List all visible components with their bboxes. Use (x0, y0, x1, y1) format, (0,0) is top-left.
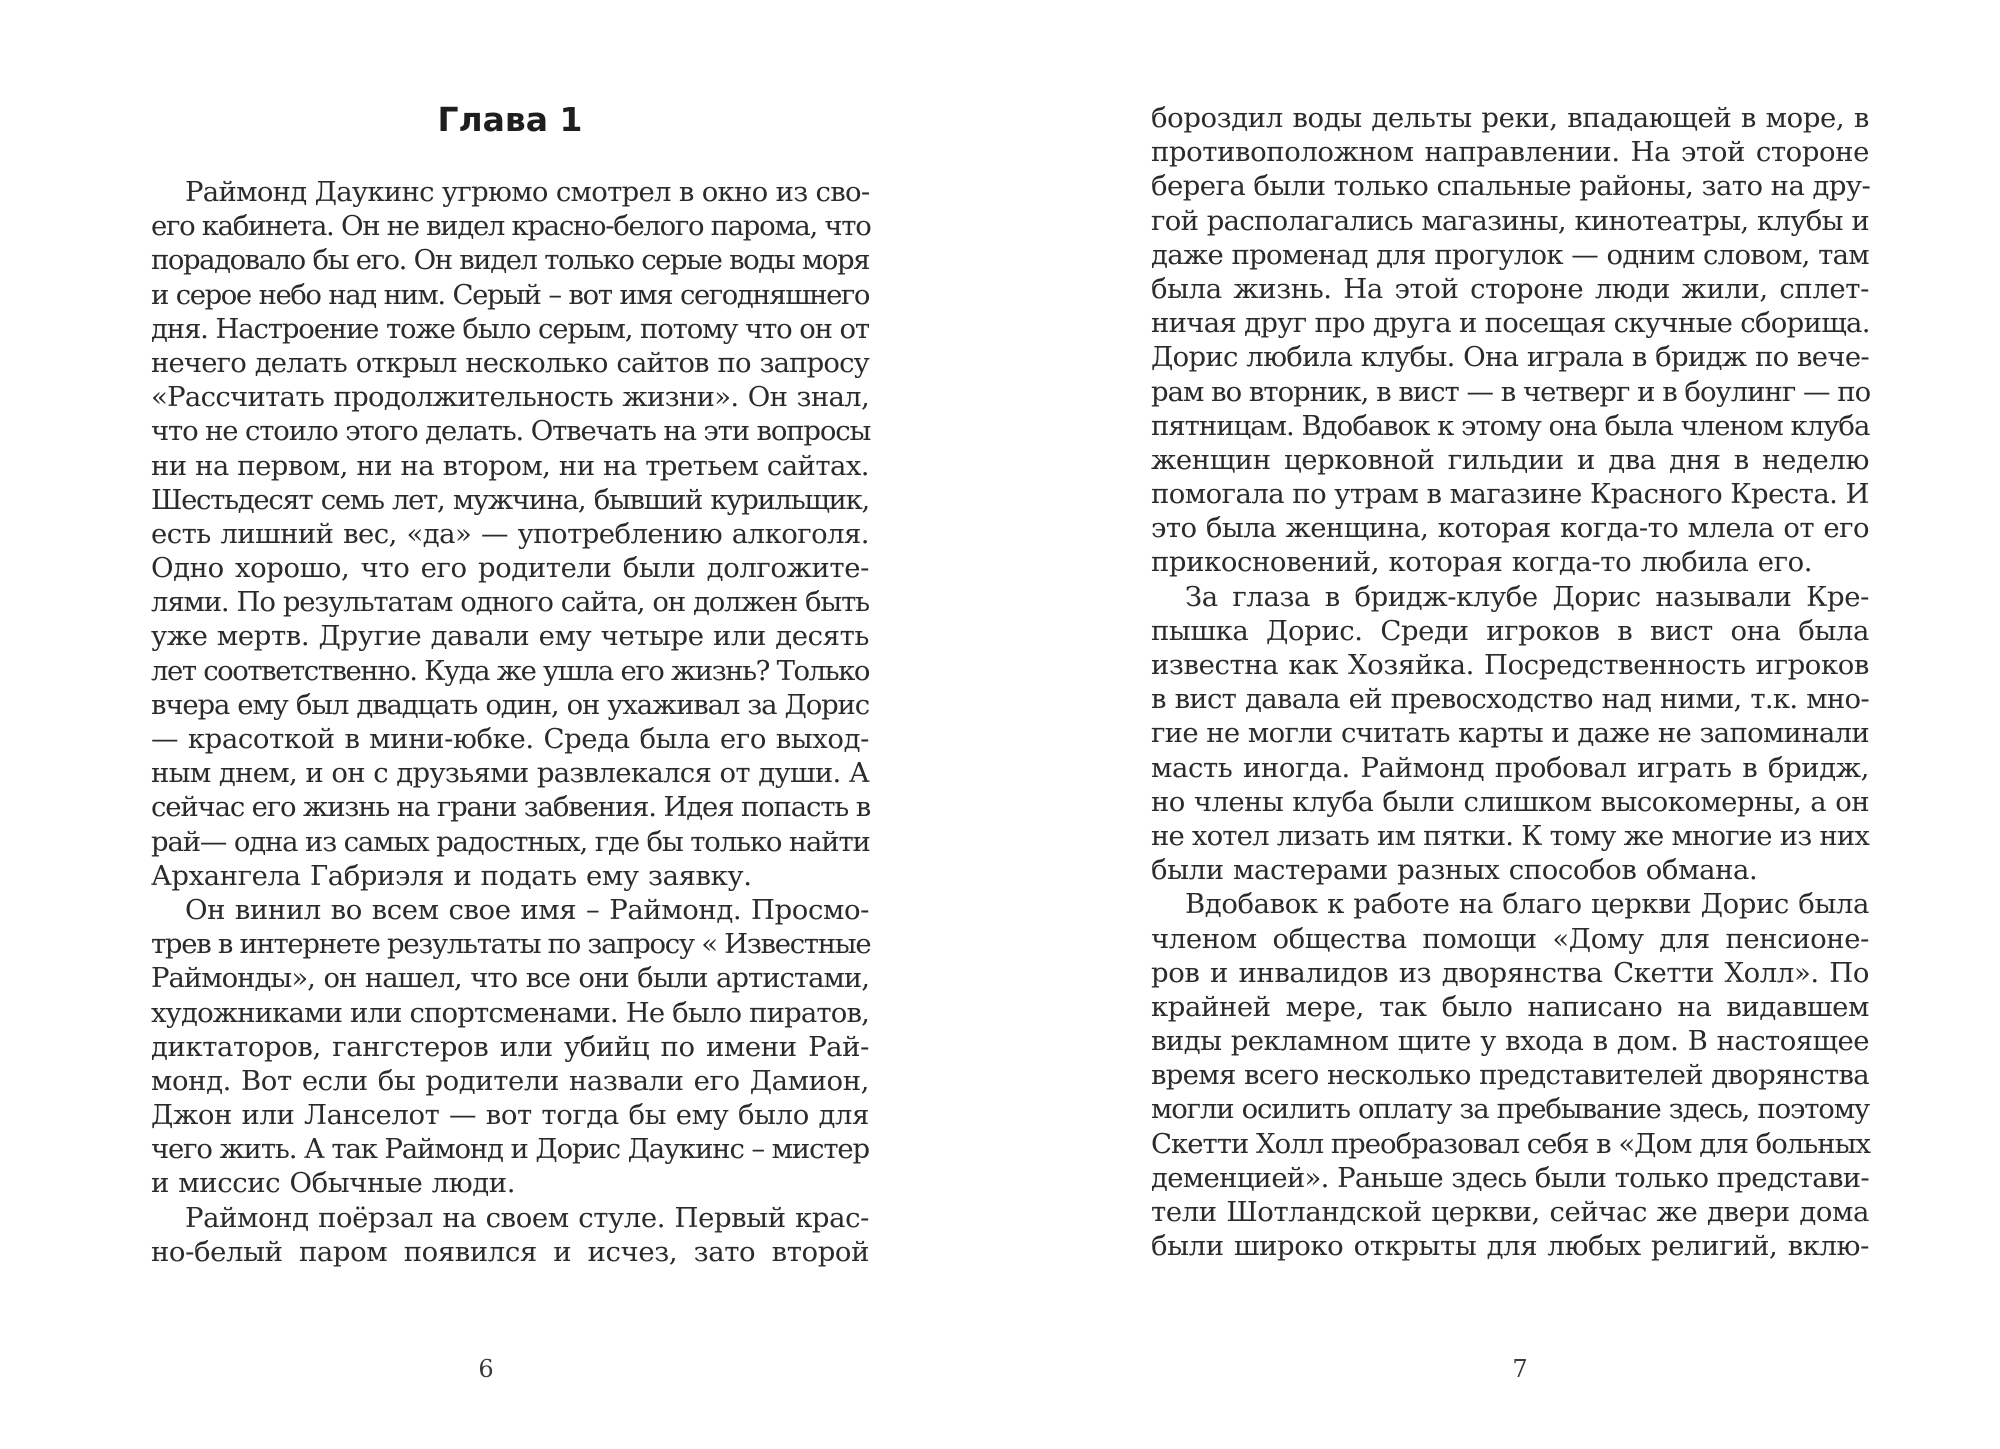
text-line: крайней мере, так было написано на видавшем (1151, 990, 1869, 1023)
text-line: деменцией». Раньше здесь были только представи- (1151, 1161, 1869, 1194)
text-line: это была женщина, которая когда-то млела от его (1151, 512, 1869, 545)
text-line: Раймонд Даукинс угрюмо смотрел в окно из сво- (185, 176, 870, 208)
text-line: масть иногда. Раймонд пробовал играть в бридж, (1151, 751, 1869, 784)
text-line: лями. По результатам одного сайта, он должен быть (151, 586, 869, 619)
text-line: нечего делать открыл несколько сайтов по запросу (151, 346, 869, 379)
text-line: известна как Хозяйка. Посредственность игроков (1151, 649, 1869, 681)
text-line: Скетти Холл преобразовал себя в «Дом для больных (1151, 1127, 1870, 1160)
text-line: уже мертв. Другие давали ему четыре или десять (151, 620, 869, 653)
text-line: есть лишний вес, «да» — употреблению алкоголя. (151, 517, 869, 550)
text-line: ров и инвалидов из дворянства Скетти Холл». По (1151, 956, 1869, 989)
text-line: ным днем, и он с друзьями развлекался от души. А (151, 757, 869, 790)
text-line: берега были только спальные районы, зато на дру- (1151, 170, 1871, 203)
chapter-title: Глава 1 (437, 100, 583, 139)
text-line: но члены клуба были слишком высокомерны, а он (1151, 785, 1869, 818)
text-line: помогала по утрам в магазине Красного Креста. И (1151, 478, 1869, 511)
text-line: Шестьдесят семь лет, мужчина, бывший курильщик, (151, 483, 869, 516)
text-line: художниками или спортсменами. Не было пиратов, (151, 996, 869, 1029)
text-line: женщин церковной гильдии и два дня в неделю (1151, 443, 1869, 476)
right-page (1000, 0, 2000, 1449)
text-line: прикосновений, которая когда-то любила его. (1151, 546, 1813, 579)
text-line: в вист давала ей превосходство над ними, т.к. мно- (1151, 683, 1869, 716)
text-line: членом общества помощи «Дому для пенсионе- (1151, 922, 1869, 955)
text-line: Дорис любила клубы. Она играла в бридж по вече- (1151, 341, 1869, 374)
text-line: рай— одна из самых радостных, где бы только найти (151, 825, 870, 858)
text-line: «Рассчитать продолжительность жизни». Он знал, (151, 381, 869, 414)
text-line: тели Шотландской церкви, сейчас же двери дома (1151, 1196, 1869, 1228)
text-line: даже променад для прогулок — одним словом, там (1151, 238, 1869, 271)
text-line: бороздил воды дельты реки, впадающей в море, в (1151, 102, 1869, 134)
text-line: гие не могли считать карты и даже не запоминали (1151, 717, 1869, 750)
text-line: Вдобавок к работе на благо церкви Дорис была (1185, 888, 1869, 921)
left-page-text (151, 175, 869, 1269)
text-line: — красоткой в мини-юбке. Среда была его выход- (151, 723, 869, 755)
text-line: время всего несколько представителей дворянства (1151, 1059, 1869, 1092)
text-line: и серое небо над ним. Серый – вот имя сегодняшнего (151, 278, 869, 311)
text-line: были мастерами разных способов обмана. (1151, 854, 1758, 887)
text-line: Раймонды», он нашел, что все они были артистами, (151, 962, 869, 995)
text-line: порадовало бы его. Он видел только серые воды моря (151, 244, 869, 277)
text-line: трев в интернете результаты по запросу « Известные (151, 928, 871, 961)
right-page-text (1151, 101, 1869, 1263)
text-line: монд. Вот если бы родители назвали его Дамион, (151, 1064, 869, 1097)
text-line: За глаза в бридж-клубе Дорис называли Кре- (1185, 580, 1869, 613)
text-line: дня. Настроение тоже было серым, потому что он от (151, 312, 869, 345)
text-line: противоположном направлении. На этой стороне (1151, 136, 1869, 169)
text-line: что не стоило этого делать. Отвечать на эти вопросы (151, 415, 871, 448)
text-line: гой располагались магазины, кинотеатры, клубы и (1151, 204, 1869, 237)
text-line: Он винил во всем свое имя – Раймонд. Просмо- (185, 893, 869, 926)
text-line: были широко открыты для любых религий, вклю- (1151, 1230, 1869, 1263)
text-line: его кабинета. Он не видел красно-белого парома, что (151, 210, 871, 243)
text-line: не хотел лизать им пятки. К тому же многие из них (1151, 819, 1869, 852)
page-number: 6 (478, 1355, 494, 1383)
text-line: рам во вторник, в вист — в четверг и в боулинг — по (1151, 375, 1871, 408)
text-line: Джон или Ланселот — вот тогда бы ему было для (151, 1099, 869, 1132)
text-line: пятницам. Вдобавок к этому она была членом клуба (1151, 409, 1870, 442)
text-line: Архангела Габриэля и подать ему заявку. (151, 859, 752, 892)
text-line: ничая друг про друга и посещая скучные сборища. (1151, 307, 1870, 340)
text-line: но-белый паром появился и исчез, зато второй (151, 1235, 869, 1268)
text-line: виды рекламном щите у входа в дом. В настоящее (1151, 1025, 1869, 1058)
page-number: 7 (1512, 1355, 1528, 1383)
text-line: и миссис Обычные люди. (151, 1167, 516, 1200)
text-line: Одно хорошо, что его родители были долгожите- (151, 552, 869, 585)
text-line: вчера ему был двадцать один, он ухаживал за Дорис (151, 688, 869, 721)
text-line: чего жить. А так Раймонд и Дорис Даукинс – мистер (151, 1133, 869, 1166)
text-line: пышка Дорис. Среди игроков в вист она была (1151, 614, 1869, 647)
text-line: сейчас его жизнь на грани забвения. Идея попасть в (151, 791, 871, 824)
text-line: лет соответственно. Куда же ушла его жизнь? Только (151, 654, 869, 687)
text-line: была жизнь. На этой стороне люди жили, сплет- (1151, 272, 1869, 305)
text-line: ни на первом, ни на втором, ни на третьем сайтах. (151, 449, 869, 482)
text-line: диктаторов, гангстеров или убийц по имени Рай- (151, 1030, 869, 1063)
text-line: могли осилить оплату за пребывание здесь, поэтому (1151, 1093, 1869, 1126)
text-line: Раймонд поёрзал на своем стуле. Первый крас- (185, 1201, 869, 1234)
